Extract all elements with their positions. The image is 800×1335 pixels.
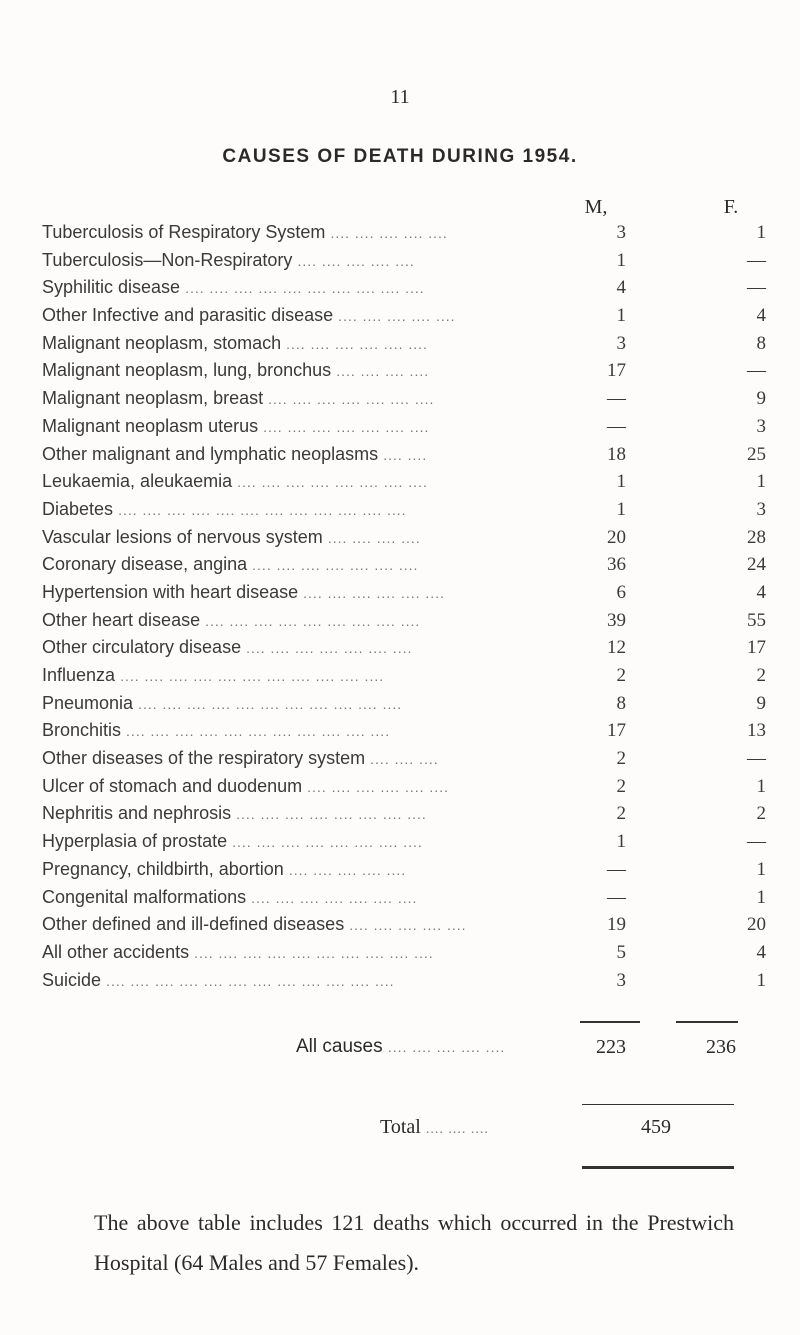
male-count: — — [607, 388, 626, 410]
female-count: 2 — [756, 803, 766, 825]
male-count: 12 — [607, 637, 626, 659]
male-count: 6 — [616, 581, 626, 603]
cause-label: Pregnancy, childbirth, abortion .... .... .... .... .... — [42, 858, 407, 879]
total-value: 459 — [641, 1116, 671, 1138]
cause-label: Nephritis and nephrosis .... .... .... .... .... .... .... .... — [42, 803, 427, 824]
male-count: 3 — [616, 222, 626, 243]
male-count: 1 — [616, 249, 626, 271]
female-count: 8 — [756, 332, 766, 354]
male-count: 1 — [616, 305, 626, 327]
table-row — [0, 610, 800, 638]
page-number: 11 — [390, 86, 410, 108]
table-row — [0, 277, 800, 305]
female-count: 1 — [756, 222, 766, 243]
table-row — [0, 859, 800, 887]
cause-label: Suicide .... .... .... .... .... .... .... .... .... .... .... .... — [42, 969, 395, 990]
cause-label: Pneumonia .... .... .... .... .... .... .... .... .... .... .... — [42, 692, 403, 713]
table-row — [0, 665, 800, 693]
male-subtotal-rule — [580, 1021, 640, 1023]
table-row — [0, 305, 800, 333]
table-row — [0, 776, 800, 804]
female-count: 1 — [756, 471, 766, 493]
cause-label: Leukaemia, aleukaemia .... .... .... .... .... .... .... .... — [42, 471, 428, 492]
female-count: 9 — [756, 692, 766, 714]
table-row — [0, 333, 800, 361]
table-row — [0, 360, 800, 388]
cause-label: Coronary disease, angina .... .... .... .... .... .... .... — [42, 554, 419, 575]
cause-label: Diabetes .... .... .... .... .... .... .... .... .... .... .... .... — [42, 498, 407, 519]
male-count: — — [607, 886, 626, 908]
cause-label: All other accidents .... .... .... .... .... .... .... .... .... .... — [42, 941, 434, 962]
female-count: 28 — [747, 526, 766, 548]
cause-label: Malignant neoplasm, lung, bronchus .... .... .... .... — [42, 360, 430, 381]
female-count: 24 — [747, 554, 766, 576]
all-causes-row — [0, 1036, 800, 1060]
male-count: 19 — [607, 914, 626, 936]
table-row — [0, 554, 800, 582]
table-row — [0, 942, 800, 970]
female-count: — — [747, 249, 766, 271]
table-row — [0, 250, 800, 278]
cause-label: Other Infective and parasitic disease .... .... .... .... .... — [42, 305, 456, 326]
male-count: — — [607, 415, 626, 437]
all-causes-male: 223 — [596, 1036, 626, 1058]
cause-label: Malignant neoplasm uterus .... .... .... .... .... .... .... — [42, 415, 430, 436]
table-row — [0, 831, 800, 859]
female-count: — — [747, 831, 766, 853]
male-count: 5 — [616, 941, 626, 963]
female-count: 1 — [756, 886, 766, 908]
male-count: 20 — [607, 526, 626, 548]
female-count: 4 — [756, 305, 766, 327]
table-row — [0, 637, 800, 665]
female-count: 4 — [756, 941, 766, 963]
female-count: 1 — [756, 969, 766, 991]
cause-label: Other circulatory disease .... .... .... .... .... .... .... — [42, 637, 413, 658]
table-row — [0, 970, 800, 998]
cause-label: Syphilitic disease .... .... .... .... .... .... .... .... .... .... — [42, 277, 425, 298]
male-count: 18 — [607, 443, 626, 465]
table-row — [0, 471, 800, 499]
male-count: 17 — [607, 720, 626, 742]
cause-label: Tuberculosis—Non-Respiratory .... .... .... .... .... — [42, 249, 415, 270]
female-count: 2 — [756, 665, 766, 686]
female-subtotal-rule — [676, 1021, 738, 1023]
female-count: 3 — [756, 415, 766, 437]
male-count: 36 — [607, 554, 626, 576]
all-causes-female: 236 — [706, 1036, 736, 1058]
female-count: 55 — [747, 609, 766, 631]
male-count: 2 — [616, 748, 626, 770]
cause-label: Other diseases of the respiratory system .... .... .... — [42, 748, 439, 769]
female-count: 4 — [756, 581, 766, 603]
male-count: 3 — [616, 332, 626, 354]
footnote: The above table includes 121 deaths which occurred in the Prestwich Hospital (64 Males and 57 Females). — [94, 1210, 734, 1275]
all-causes-label: All causes .... .... .... .... .... — [296, 1036, 506, 1057]
male-count: 1 — [616, 471, 626, 493]
table-row — [0, 914, 800, 942]
female-count: 1 — [756, 858, 766, 880]
cause-label: Vascular lesions of nervous system .... .... .... .... — [42, 526, 421, 547]
cause-label: Malignant neoplasm, breast .... .... .... .... .... .... .... — [42, 388, 435, 409]
cause-label: Influenza .... .... .... .... .... .... .... .... .... .... .... — [42, 665, 385, 685]
column-header-male: M, — [584, 196, 608, 218]
male-count: 2 — [616, 665, 626, 686]
cause-table — [0, 222, 800, 997]
total-label: Total .... .... .... — [380, 1116, 489, 1138]
total-bottom-rule — [582, 1166, 734, 1169]
male-count: 2 — [616, 775, 626, 797]
female-count: — — [747, 748, 766, 770]
cause-label: Other heart disease .... .... .... .... .... .... .... .... .... — [42, 609, 421, 630]
male-count: 1 — [616, 498, 626, 520]
male-count: 1 — [616, 831, 626, 853]
total-top-rule — [582, 1104, 734, 1105]
table-row — [0, 720, 800, 748]
female-count: 3 — [756, 498, 766, 520]
page-title: CAUSES OF DEATH DURING 1954. — [222, 146, 578, 167]
female-count: 1 — [756, 775, 766, 797]
table-row — [0, 444, 800, 472]
table-row — [0, 499, 800, 527]
cause-label: Bronchitis .... .... .... .... .... .... .... .... .... .... .... — [42, 720, 391, 741]
female-count: 9 — [756, 388, 766, 410]
female-count: 17 — [747, 637, 766, 659]
table-row — [0, 222, 800, 250]
table-row — [0, 693, 800, 721]
total-row — [0, 1116, 800, 1140]
male-count: 8 — [616, 692, 626, 714]
cause-label: Other malignant and lymphatic neoplasms .... .... — [42, 443, 428, 464]
male-count: 17 — [607, 360, 626, 382]
cause-label: Other defined and ill-defined diseases .... .... .... .... .... — [42, 914, 467, 935]
table-row — [0, 748, 800, 776]
cause-label: Malignant neoplasm, stomach .... .... .... .... .... .... — [42, 332, 428, 353]
female-count: 25 — [747, 443, 766, 465]
table-row — [0, 887, 800, 915]
male-count: 39 — [607, 609, 626, 631]
table-row — [0, 388, 800, 416]
female-count: — — [747, 277, 766, 299]
table-row — [0, 527, 800, 555]
male-count: 3 — [616, 969, 626, 991]
male-count: 4 — [616, 277, 626, 299]
table-row — [0, 416, 800, 444]
female-count: 20 — [747, 914, 766, 936]
female-count: 13 — [747, 720, 766, 742]
table-row — [0, 803, 800, 831]
column-header-female: F. — [723, 196, 739, 218]
cause-label: Hyperplasia of prostate .... .... .... .... .... .... .... .... — [42, 831, 423, 852]
cause-label: Ulcer of stomach and duodenum .... .... .... .... .... .... — [42, 775, 449, 796]
male-count: — — [607, 858, 626, 880]
cause-label: Hypertension with heart disease .... .... .... .... .... .... — [42, 581, 445, 602]
cause-label: Tuberculosis of Respiratory System .... .... .... .... .... — [42, 222, 448, 242]
cause-label: Congenital malformations .... .... .... .... .... .... .... — [42, 886, 418, 907]
table-row — [0, 582, 800, 610]
male-count: 2 — [616, 803, 626, 825]
female-count: — — [747, 360, 766, 382]
